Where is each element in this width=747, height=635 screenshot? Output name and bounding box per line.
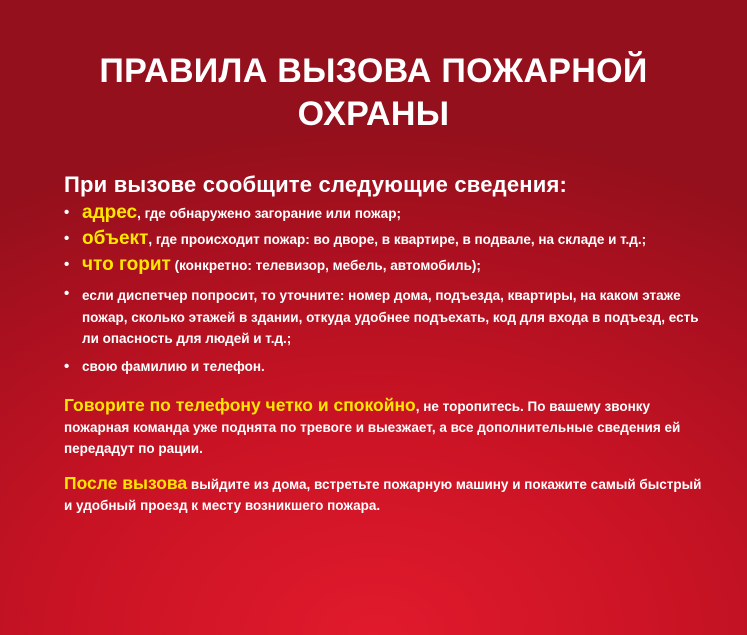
list-item-text: если диспетчер попросит, то уточните: номер дома, подъезда, квартиры, на каком этаже пожар, сколько этажей в здании, откуда удобнее подъехать, код для входа в подъезд, есть ли опасность для людей и т.д.;	[82, 288, 699, 346]
poster-title-line-2: ОХРАНЫ	[297, 95, 450, 133]
paragraph-text: , не торопитесь. По вашему звонку пожарная команда уже поднята по тревоге и выезжает, а все дополнительные сведения ей передадут по рации.	[64, 399, 681, 456]
list-item-keyword: что горит	[82, 254, 171, 275]
bullet-icon: •	[64, 285, 70, 302]
list-item-text: , где обнаружено загорание или пожар;	[137, 206, 401, 221]
list-item-what-burns	[64, 256, 704, 274]
paragraph-text: выйдите из дома, встретьте пожарную машину и покажите самый быстрый и удобный проезд к месту возникшего пожара.	[64, 477, 702, 513]
list-item-dispatcher-details	[64, 285, 704, 350]
paragraph-keyword: Говорите по телефону четко и спокойно	[64, 395, 416, 415]
list-item-address	[64, 204, 704, 222]
list-item-keyword: адрес	[82, 202, 138, 223]
poster-title-line-1: ПРАВИЛА ВЫЗОВА ПОЖАРНОЙ	[99, 52, 648, 90]
list-item-object	[64, 230, 704, 248]
bullet-icon: •	[64, 357, 70, 375]
bullet-icon: •	[64, 256, 70, 273]
bullet-icon: •	[64, 204, 70, 221]
paragraph-speak-calmly	[64, 395, 704, 459]
section-heading: При вызове сообщите следующие сведения:	[64, 172, 568, 197]
list-item-text: (конкретно: телевизор, мебель, автомобиль);	[170, 258, 481, 273]
paragraph-keyword: После вызова	[64, 473, 188, 493]
list-item-text: , где происходит пожар: во дворе, в квартире, в подвале, на складе и т.д.;	[148, 232, 647, 247]
paragraph-after-call	[64, 473, 704, 516]
poster-title	[0, 50, 747, 136]
list-item-name-phone	[64, 358, 704, 375]
list-item-text: свою фамилию и телефон.	[82, 358, 265, 374]
list-item-keyword: объект	[82, 228, 149, 249]
bullet-icon: •	[64, 230, 70, 247]
info-list	[64, 204, 704, 375]
